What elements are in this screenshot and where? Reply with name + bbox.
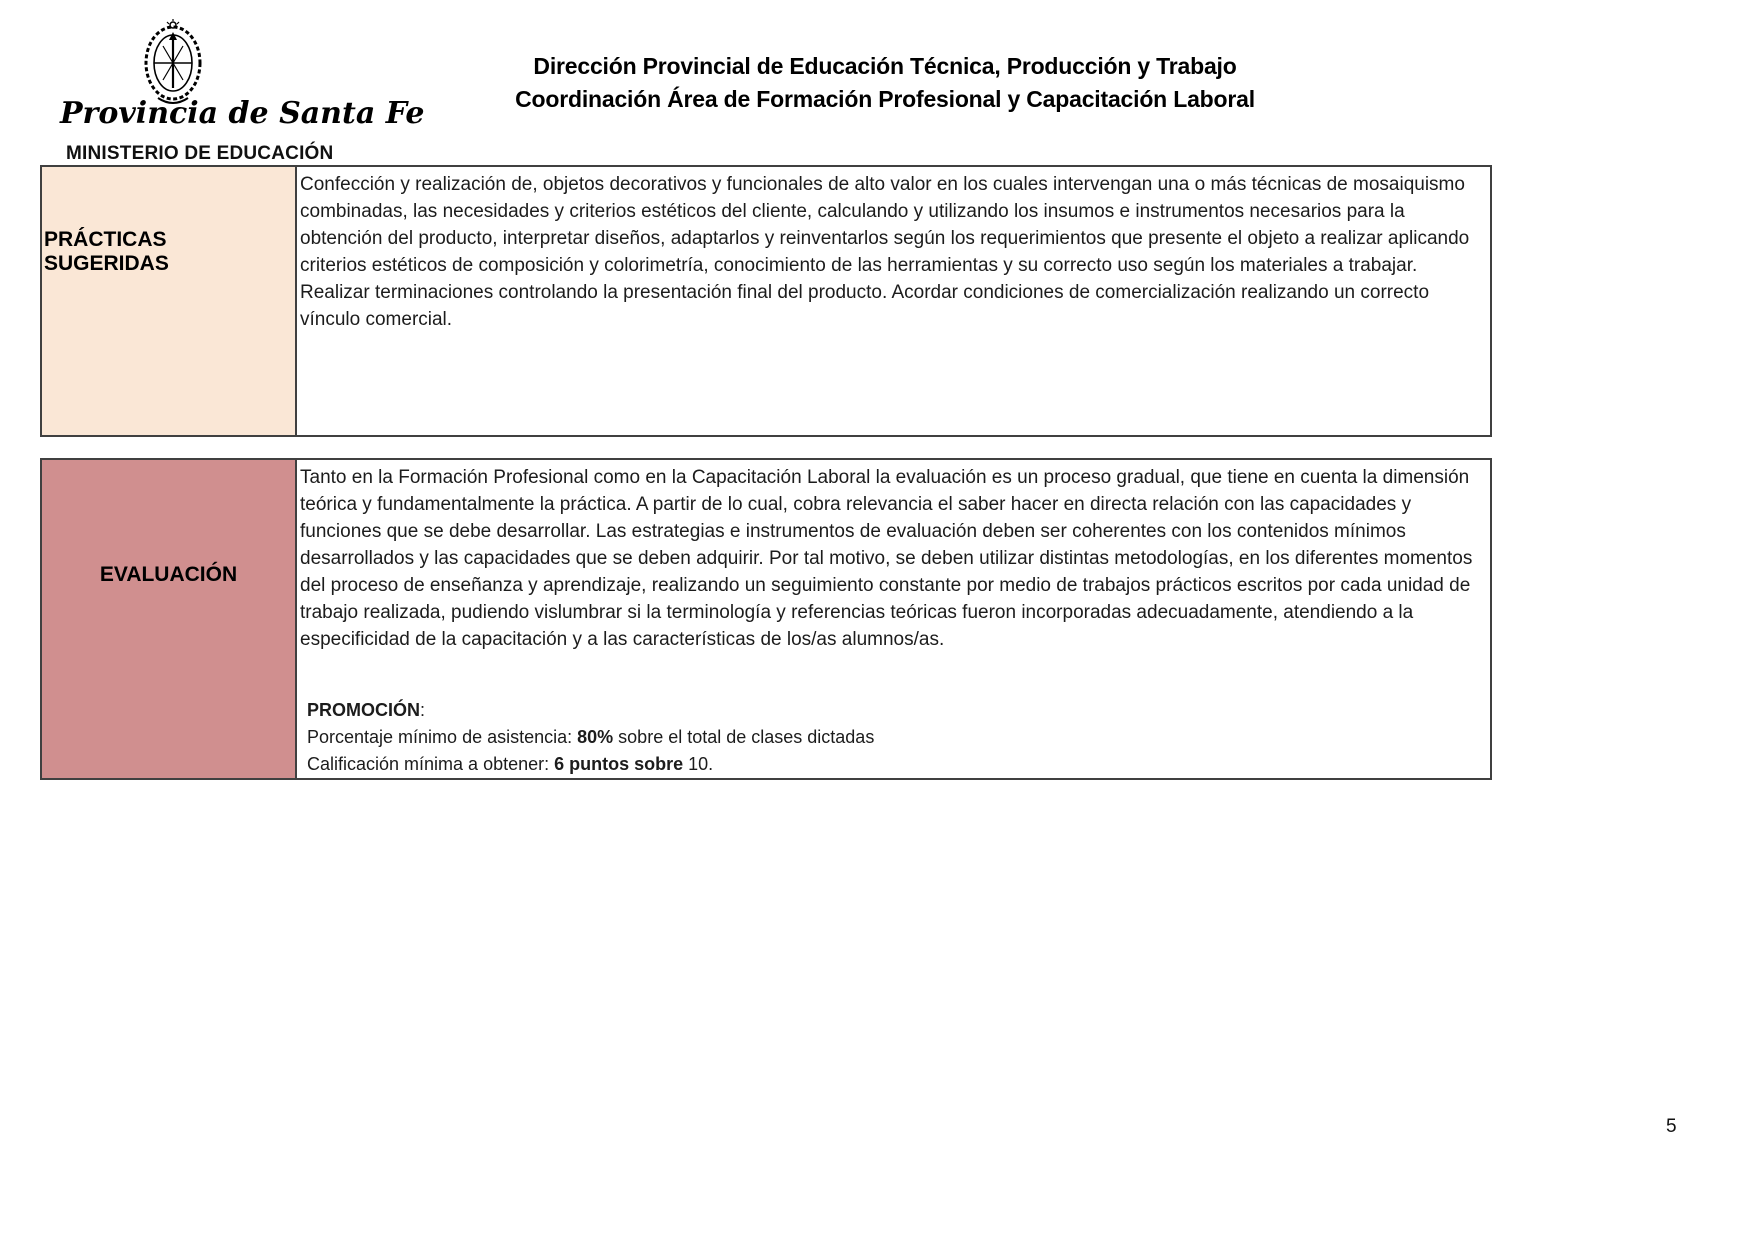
practicas-sugeridas-row: [40, 165, 1492, 437]
letterhead-titles: [300, 50, 1470, 116]
title-line-2: Coordinación Área de Formación Profesional y Capacitación Laboral: [515, 86, 1255, 112]
calificacion-min-value: 6 puntos sobre: [554, 754, 684, 774]
practicas-sugeridas-label: PRÁCTICAS SUGERIDAS: [42, 167, 297, 435]
asistencia-percent-value: 80%: [577, 727, 614, 747]
promocion-title: PROMOCIÓN: [307, 700, 421, 720]
evaluacion-row: [40, 458, 1492, 780]
evaluacion-label: EVALUACIÓN: [42, 460, 297, 778]
promocion-calificacion-line: Calificación mínima a obtener: 6 puntos sobre 10.: [307, 754, 714, 774]
title-line-1: Dirección Provincial de Educación Técnica, Producción y Trabajo: [533, 53, 1237, 79]
province-script-text: Provincia de Santa Fe: [60, 96, 425, 131]
promocion-title-line: [307, 697, 1486, 724]
evaluacion-content: [297, 460, 1490, 778]
practicas-sugeridas-text: Confección y realización de, objetos decorativos y funcionales de alto valor en los cuales intervengan una o más técnicas de mosaiquismo combinadas, las necesidades y criterios estéticos del cliente, calculando y utilizando los insumos e instrumentos necesarios para la obtención del producto, interpretar diseños, adaptarlos y reinventarlos según los requerimientos que presente el objeto a realizar aplicando criterios estéticos de composición y colorimetría, conocimiento de las herramientas y su correcto uso según los materiales a trabajar. Realizar terminaciones controlando la presentación final del producto. Acordar condiciones de comercialización realizando un correcto vínculo comercial.: [300, 174, 1470, 330]
promocion-block: [300, 697, 1486, 778]
ministry-label: MINISTERIO DE EDUCACIÓN: [66, 143, 334, 164]
page-number: 5: [1666, 1116, 1677, 1137]
promocion-asistencia-line: Porcentaje mínimo de asistencia: 80% sobre el total de clases dictadas: [307, 727, 875, 747]
promocion-title-colon: :: [420, 700, 426, 720]
practicas-sugeridas-content: [297, 167, 1490, 435]
evaluacion-text: Tanto en la Formación Profesional como en la Capacitación Laboral la evaluación es un proceso gradual, que tiene en cuenta la dimensión teórica y fundamentalmente la práctica. A partir de lo cual, cobra relevancia el saber hacer en directa relación con las capacidades y funciones que se debe desarrollar. Las estrategias e instrumentos de evaluación deben ser coherentes con los contenidos mínimos desarrollados y las capacidades que se deben adquirir. Por tal motivo, se deben utilizar distintas metodologías, en los diferentes momentos del proceso de enseñanza y aprendizaje, realizando un seguimiento constante por medio de trabajos prácticos escritos por cada unidad de trabajo realizada, pudiendo vislumbrar si la terminología y referencias teóricas fueron incorporadas adecuadamente, atendiendo a la especificidad de la capacitación y a las características de los/as alumnos/as.: [300, 467, 1473, 650]
